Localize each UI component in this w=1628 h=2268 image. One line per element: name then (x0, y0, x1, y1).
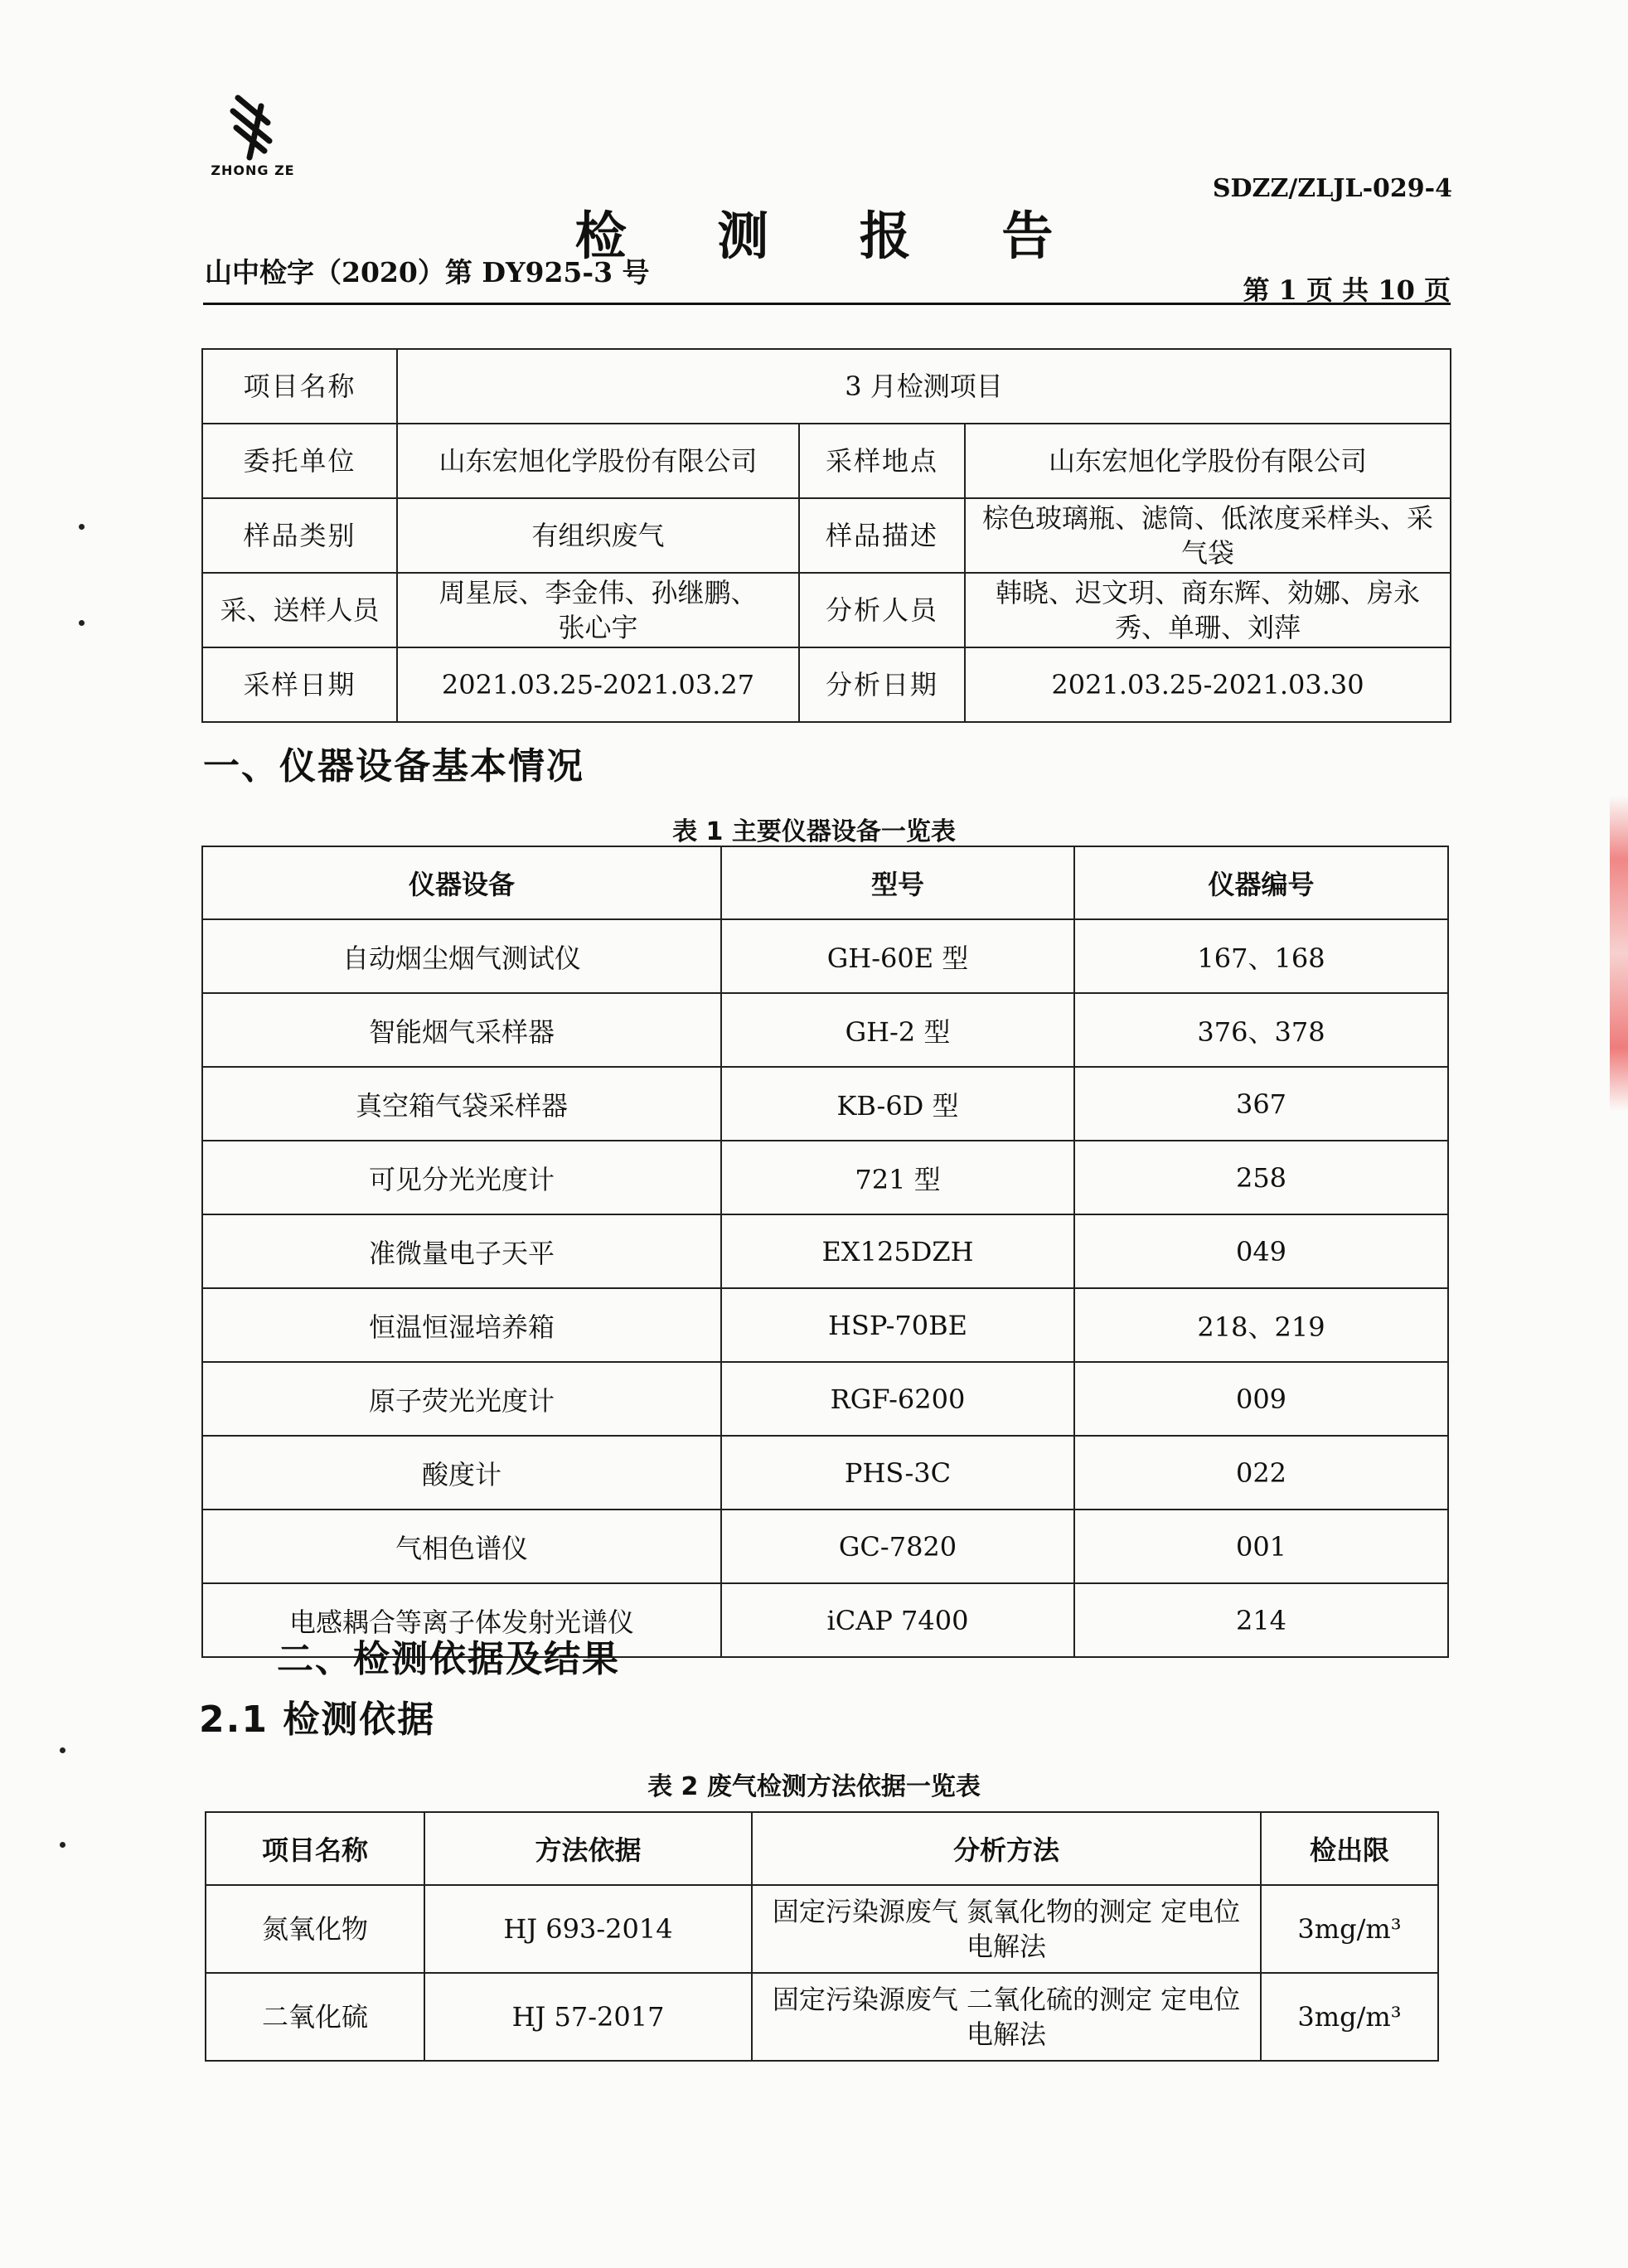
sample-desc-value: 棕色玻璃瓶、滤筒、低浓度采样头、采气袋 (965, 498, 1451, 573)
table-row (202, 498, 1451, 573)
sampling-date-value: 2021.03.25-2021.03.27 (397, 647, 799, 722)
table-row (202, 919, 1448, 993)
table-row (202, 424, 1451, 498)
table-row (202, 647, 1451, 722)
analysts-value: 韩晓、迟文玥、商东辉、効娜、房永秀、单珊、刘萍 (965, 573, 1451, 647)
analysts-label: 分析人员 (799, 573, 965, 647)
project-info-table (201, 348, 1451, 723)
column-header: 分析方法 (752, 1812, 1261, 1885)
equipment-model: EX125DZH (721, 1214, 1074, 1288)
sampling-date-label: 采样日期 (202, 647, 397, 722)
analysis-method: 固定污染源废气 二氧化硫的测定 定电位电解法 (752, 1973, 1261, 2061)
table-row (206, 1973, 1438, 2061)
client-value: 山东宏旭化学股份有限公司 (397, 424, 799, 498)
sample-category-label: 样品类别 (202, 498, 397, 573)
item-name: 二氧化硫 (206, 1973, 424, 2061)
margin-mark (79, 524, 85, 530)
equipment-number: 376、378 (1074, 993, 1448, 1067)
equipment-number: 367 (1074, 1067, 1448, 1141)
equipment-name: 自动烟尘烟气测试仪 (202, 919, 721, 993)
margin-mark (79, 620, 85, 626)
margin-mark (60, 1747, 65, 1753)
column-header: 型号 (721, 846, 1074, 919)
equipment-model: PHS-3C (721, 1436, 1074, 1510)
equipment-model: GH-2 型 (721, 993, 1074, 1067)
equipment-number: 001 (1074, 1510, 1448, 1583)
page-title: 检 测 报 告 (574, 206, 1090, 266)
equipment-table (201, 846, 1449, 1658)
samplers-value: 周星辰、李金伟、孙继鹏、张心宇 (397, 573, 799, 647)
item-name: 氮氧化物 (206, 1885, 424, 1973)
table-row (202, 1362, 1448, 1436)
equipment-model: RGF-6200 (721, 1362, 1074, 1436)
table-caption: 表 2 废气检测方法依据一览表 (647, 1772, 981, 1801)
equipment-number: 009 (1074, 1362, 1448, 1436)
column-header: 方法依据 (424, 1812, 752, 1885)
detection-limit: 3mg/m³ (1261, 1885, 1438, 1973)
equipment-model: 721 型 (721, 1141, 1074, 1214)
equipment-number: 022 (1074, 1436, 1448, 1510)
table-row (202, 1288, 1448, 1362)
company-logo (203, 91, 303, 182)
section-heading: 二、检测依据及结果 (277, 1638, 620, 1680)
page-number: 第 1 页 共 10 页 (1243, 274, 1451, 306)
equipment-name: 智能烟气采样器 (202, 993, 721, 1067)
table-row (206, 1885, 1438, 1973)
table-header-row (206, 1812, 1438, 1885)
analysis-method: 固定污染源废气 氮氧化物的测定 定电位电解法 (752, 1885, 1261, 1973)
equipment-number: 214 (1074, 1583, 1448, 1657)
methods-table (205, 1811, 1439, 2062)
logo-icon (203, 91, 303, 166)
table-row (202, 1214, 1448, 1288)
table-row (202, 1141, 1448, 1214)
equipment-model: KB-6D 型 (721, 1067, 1074, 1141)
samplers-label: 采、送样人员 (202, 573, 397, 647)
equipment-number: 049 (1074, 1214, 1448, 1288)
sample-category-value: 有组织废气 (397, 498, 799, 573)
equipment-model: iCAP 7400 (721, 1583, 1074, 1657)
equipment-name: 气相色谱仪 (202, 1510, 721, 1583)
column-header: 仪器设备 (202, 846, 721, 919)
column-header: 仪器编号 (1074, 846, 1448, 919)
equipment-name: 真空箱气袋采样器 (202, 1067, 721, 1141)
document-code: SDZZ/ZLJL-029-4 (1212, 174, 1452, 203)
equipment-model: GC-7820 (721, 1510, 1074, 1583)
equipment-name: 原子荧光光度计 (202, 1362, 721, 1436)
equipment-name: 准微量电子天平 (202, 1214, 721, 1288)
method-standard: HJ 57-2017 (424, 1973, 752, 2061)
table-caption: 表 1 主要仪器设备一览表 (672, 817, 956, 846)
section-heading: 一、仪器设备基本情况 (203, 745, 584, 788)
logo-text: ZHONG ZE (211, 162, 295, 178)
table-row (202, 1436, 1448, 1510)
analysis-date-label: 分析日期 (799, 647, 965, 722)
margin-mark (60, 1842, 65, 1848)
equipment-name: 可见分光光度计 (202, 1141, 721, 1214)
subsection-heading: 2.1 检测依据 (199, 1699, 436, 1741)
column-header: 项目名称 (206, 1812, 424, 1885)
client-label: 委托单位 (202, 424, 397, 498)
equipment-name: 电感耦合等离子体发射光谱仪 (202, 1583, 721, 1657)
table-row (202, 349, 1451, 424)
equipment-name: 恒温恒湿培养箱 (202, 1288, 721, 1362)
table-row (202, 1067, 1448, 1141)
sampling-site-label: 采样地点 (799, 424, 965, 498)
equipment-model: GH-60E 型 (721, 919, 1074, 993)
project-name-label: 项目名称 (202, 349, 397, 424)
seal-stamp-edge (1610, 796, 1628, 1111)
sample-desc-label: 样品描述 (799, 498, 965, 573)
table-row (202, 993, 1448, 1067)
equipment-name: 酸度计 (202, 1436, 721, 1510)
report-number: 山中检字（2020）第 DY925-3 号 (205, 256, 650, 288)
column-header: 检出限 (1261, 1812, 1438, 1885)
table-row (202, 1510, 1448, 1583)
sampling-site-value: 山东宏旭化学股份有限公司 (965, 424, 1451, 498)
equipment-number: 167、168 (1074, 919, 1448, 993)
equipment-model: HSP-70BE (721, 1288, 1074, 1362)
analysis-date-value: 2021.03.25-2021.03.30 (965, 647, 1451, 722)
method-standard: HJ 693-2014 (424, 1885, 752, 1973)
project-name-value: 3 月检测项目 (397, 349, 1451, 424)
equipment-number: 218、219 (1074, 1288, 1448, 1362)
header-divider (203, 303, 1451, 305)
detection-limit: 3mg/m³ (1261, 1973, 1438, 2061)
equipment-number: 258 (1074, 1141, 1448, 1214)
table-row (202, 573, 1451, 647)
table-header-row (202, 846, 1448, 919)
